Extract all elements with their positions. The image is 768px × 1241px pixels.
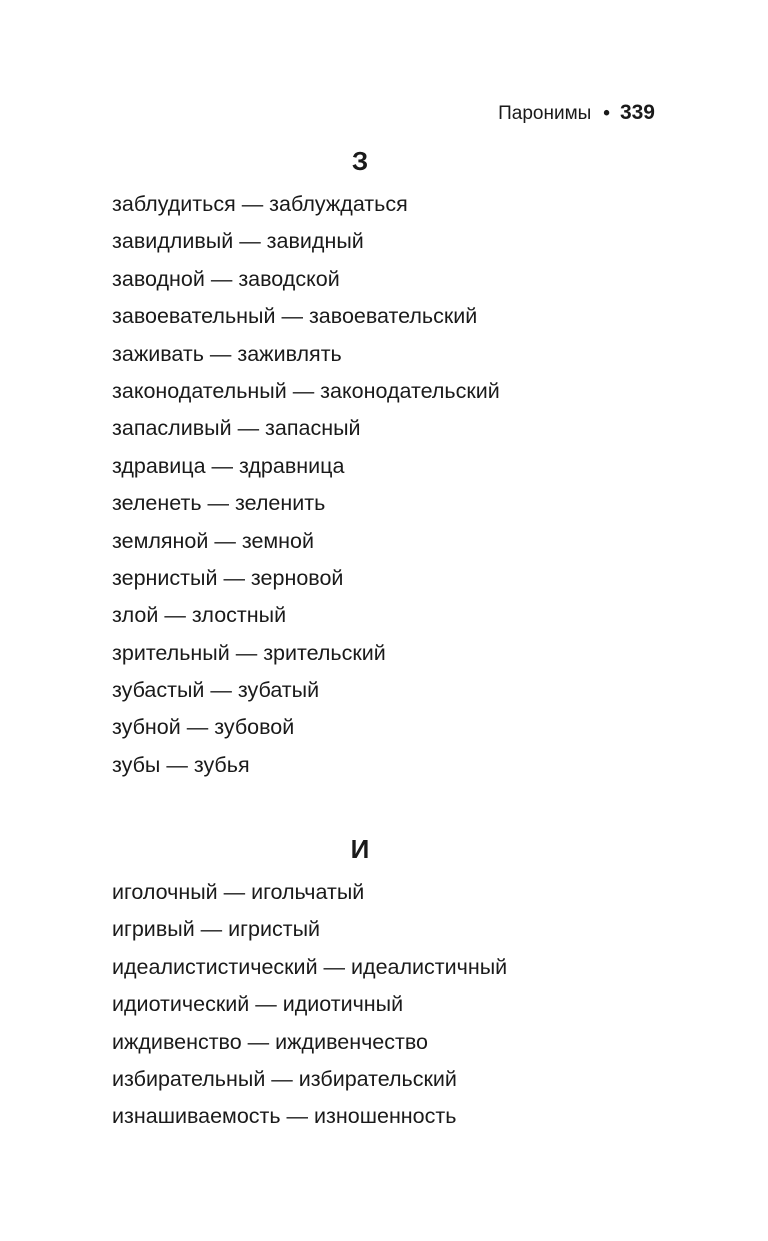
list-item: заводной — заводской bbox=[112, 266, 340, 291]
list-item: зернистый — зерновой bbox=[112, 565, 344, 590]
list-item: злой — злостный bbox=[112, 603, 287, 628]
list-item: зубной — зубовой bbox=[112, 715, 295, 740]
list-item: здравица — здравница bbox=[112, 453, 345, 478]
list-item: иждивенство — иждивенчество bbox=[112, 1029, 428, 1054]
list-item: изнашиваемость — изношенность bbox=[112, 1104, 457, 1129]
section-i bbox=[112, 834, 612, 1136]
list-item: завидливый — завидный bbox=[112, 229, 364, 254]
list-item: зубастый — зубатый bbox=[112, 678, 320, 703]
list-item: зрительный — зрительский bbox=[112, 640, 386, 665]
section-letter: И bbox=[350, 834, 370, 864]
list-item: завоевательный — завоевательский bbox=[112, 304, 478, 329]
list-item: заблудиться — заблуждаться bbox=[112, 192, 408, 216]
running-header bbox=[498, 100, 655, 127]
list-item: идеалистистический — идеалистичный bbox=[112, 954, 508, 979]
list-item: зеленеть — зеленить bbox=[112, 491, 326, 516]
section-z bbox=[112, 146, 612, 784]
list-item: иголочный — игольчатый bbox=[112, 880, 365, 904]
list-item: зубы — зубья bbox=[112, 752, 250, 777]
list-item: земляной — земной bbox=[112, 528, 315, 553]
page-number: 339 bbox=[619, 101, 655, 124]
list-item: заживать — заживлять bbox=[112, 341, 342, 366]
section-letter: З bbox=[351, 146, 369, 176]
list-item: законодательный — законодательский bbox=[112, 378, 500, 403]
list-item: игривый — игристый bbox=[112, 917, 321, 942]
list-item: запасливый — запасный bbox=[112, 416, 361, 441]
list-item: идиотический — идиотичный bbox=[112, 992, 404, 1017]
header-separator: • bbox=[603, 103, 610, 124]
running-title: Паронимы bbox=[498, 103, 592, 124]
list-item: избирательный — избирательский bbox=[112, 1066, 457, 1091]
